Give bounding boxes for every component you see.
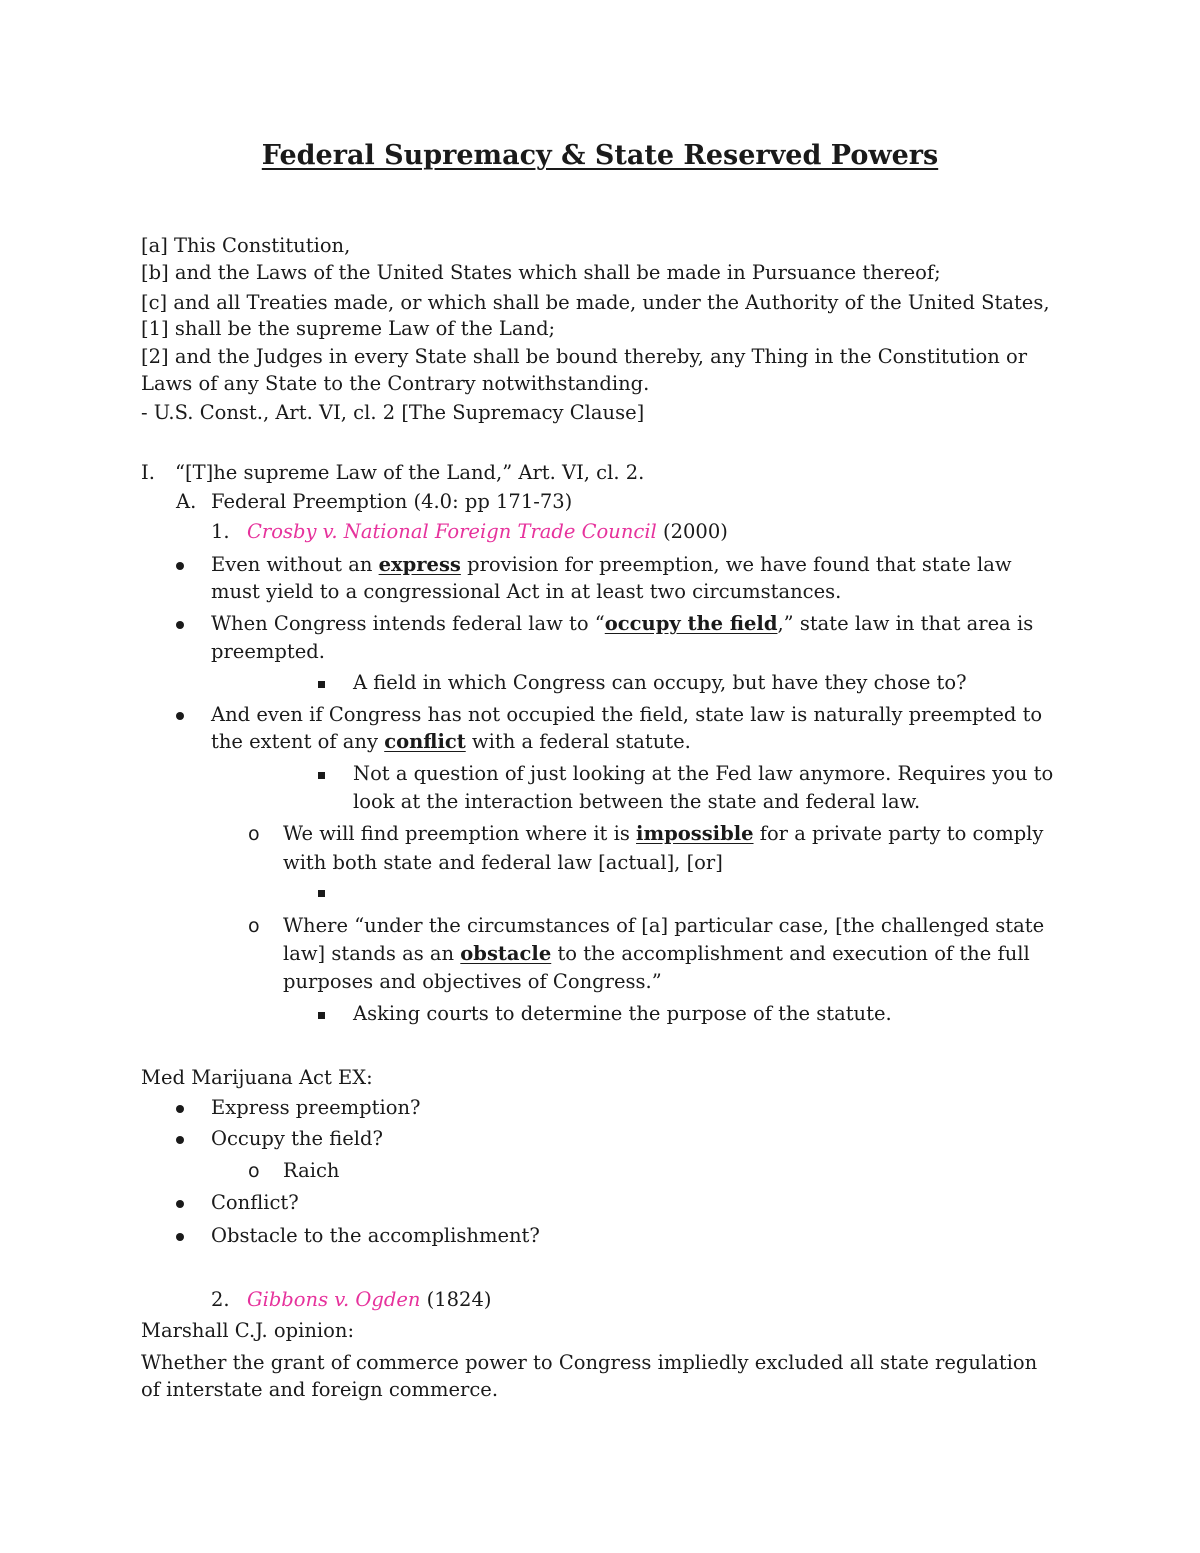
case-name-crosby: Crosby v. National Foreign Trade Council — [247, 520, 657, 543]
bullet-express-line1: Even without an express provision for preemption, we have found that state law — [211, 553, 1012, 576]
med-item-occupy: Occupy the field? — [211, 1127, 383, 1150]
case-citation-1 — [247, 518, 728, 546]
case-number-1: 1. — [211, 520, 230, 543]
sub-bullet-interaction-l1: Not a question of just looking at the Fed law anymore. Requires you to — [353, 762, 1054, 785]
med-heading: Med Marijuana Act EX: — [141, 1066, 373, 1089]
case-year-crosby: (2000) — [656, 520, 728, 543]
subsection-heading: Federal Preemption (4.0: pp 171-73) — [211, 490, 573, 513]
sub-bullet-interaction-l2: look at the interaction between the state and federal law. — [353, 790, 921, 813]
clause-line-a: [a] This Constitution, — [141, 234, 351, 257]
bullet-field-line2: preempted. — [211, 640, 325, 663]
obstacle-line1: Where “under the circumstances of [a] particular case, [the challenged state — [283, 914, 1045, 937]
bullet-conflict-line2: the extent of any conflict with a federal statute. — [211, 730, 691, 753]
circle-bullet-icon: o — [248, 823, 260, 845]
bullet-dot-icon — [176, 551, 184, 579]
question-line2: of interstate and foreign commerce. — [141, 1378, 499, 1401]
med-item-express: Express preemption? — [211, 1096, 421, 1119]
obstacle-line3: purposes and objectives of Congress.” — [283, 970, 662, 993]
impossible-line1: We will find preemption where it is impossible for a private party to comply — [283, 822, 1044, 845]
bullet-field-line1: When Congress intends federal law to “occupy the field,” state law in that area is — [211, 612, 1034, 635]
bullet-conflict-line1: And even if Congress has not occupied the field, state law is naturally preempted to — [211, 703, 1043, 726]
case-year-gibbons: (1824) — [420, 1288, 492, 1311]
bullet-dot-icon — [176, 1125, 184, 1153]
section-heading: “[T]he supreme Law of the Land,” Art. VI, cl. 2. — [175, 461, 645, 484]
circle-bullet-icon: o — [248, 1160, 260, 1182]
square-bullet-icon — [318, 760, 325, 788]
obstacle-line2: law] stands as an obstacle to the accomplishment and execution of the full — [283, 942, 1030, 965]
bullet-dot-icon — [176, 1094, 184, 1122]
opinion-label: Marshall C.J. opinion: — [141, 1319, 355, 1342]
emphasis-express: express — [378, 553, 461, 576]
bullet-dot-icon — [176, 1222, 184, 1250]
square-bullet-icon — [318, 669, 325, 697]
med-sub-raich: Raich — [283, 1159, 340, 1182]
case-name-gibbons: Gibbons v. Ogden — [247, 1288, 421, 1311]
sub-bullet-field: A field in which Congress can occupy, but have they chose to? — [353, 671, 967, 694]
med-item-obstacle: Obstacle to the accomplishment? — [211, 1224, 540, 1247]
clause-line-2: [2] and the Judges in every State shall be bound thereby, any Thing in the Constitution or — [141, 345, 1028, 368]
clause-citation: - U.S. Const., Art. VI, cl. 2 [The Supremacy Clause] — [141, 401, 645, 424]
circle-bullet-icon: o — [248, 915, 260, 937]
square-bullet-icon — [318, 1000, 325, 1028]
question-line1: Whether the grant of commerce power to Congress impliedly excluded all state regulation — [141, 1351, 1038, 1374]
sub-bullet-purpose: Asking courts to determine the purpose of the statute. — [353, 1002, 892, 1025]
bullet-dot-icon — [176, 610, 184, 638]
case-number-2: 2. — [211, 1288, 230, 1311]
bullet-dot-icon — [176, 701, 184, 729]
section-number: I. — [141, 461, 155, 484]
case-citation-2 — [247, 1286, 491, 1314]
square-bullet-icon — [318, 878, 325, 906]
clause-line-1: [1] shall be the supreme Law of the Land; — [141, 317, 556, 340]
bullet-dot-icon — [176, 1189, 184, 1217]
emphasis-conflict: conflict — [384, 730, 466, 753]
clause-line-b: [b] and the Laws of the United States which shall be made in Pursuance thereof; — [141, 261, 941, 284]
impossible-line2: with both state and federal law [actual], [or] — [283, 851, 723, 874]
emphasis-occupy-field: occupy the field — [604, 612, 778, 635]
bullet-express-line2: must yield to a congressional Act in at least two circumstances. — [211, 580, 842, 603]
document-title: Federal Supremacy & State Reserved Powers — [261, 140, 939, 171]
emphasis-impossible: impossible — [636, 822, 754, 845]
med-item-conflict: Conflict? — [211, 1191, 299, 1214]
subsection-letter: A. — [176, 490, 197, 513]
emphasis-obstacle: obstacle — [460, 942, 552, 965]
clause-line-c: [c] and all Treaties made, or which shall be made, under the Authority of the United States, — [141, 291, 1050, 314]
clause-line-2-cont: Laws of any State to the Contrary notwithstanding. — [141, 372, 650, 395]
